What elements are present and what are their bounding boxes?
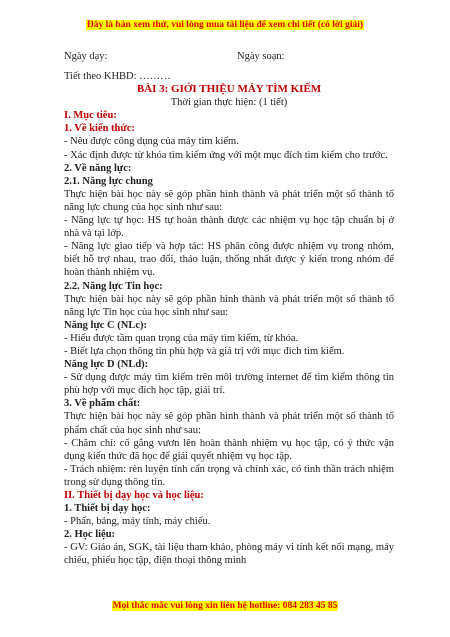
lesson-ref: Tiết theo KHBD: ……… bbox=[64, 71, 171, 82]
knowledge-item: - Nêu được công dụng của máy tìm kiếm. bbox=[64, 136, 239, 148]
paragraph: Thực hiện bài học này sẽ góp phần hình thành và phát triển một số thành tố phẩm chất của học sinh như sau: bbox=[64, 411, 394, 436]
hotline-banner: Mọi thắc mắc vui lòng xin liên hệ hotline: 084 283 45 85 bbox=[112, 601, 338, 611]
heading-teaching-equipment: 1. Thiết bị dạy học: bbox=[64, 503, 151, 515]
paragraph: - Năng lực giao tiếp và hợp tác: HS phân công được nhiệm vụ trong nhóm, biết hỗ trợ nhau, trao đổi, thảo luận, thống nhất được ý kiến trong nhóm để hoàn thành nhiệm vụ. bbox=[64, 241, 394, 279]
paragraph: - Sử dụng được máy tìm kiếm trên môi trường internet để tìm kiếm thông tin phù hợp với mục đích học tập, giải trí. bbox=[64, 372, 394, 397]
heading-qualities: 3. Về phẩm chất: bbox=[64, 398, 141, 410]
teach-date: Ngày dạy: bbox=[64, 51, 108, 62]
heading-it-competence: 2.2. Năng lực Tin học: bbox=[64, 280, 163, 292]
lesson-duration: Thời gian thực hiện: (1 tiết) bbox=[170, 97, 288, 109]
paragraph: Thực hiện bài học này sẽ góp phần hình thành và phát triển một số thành tố năng lực chung của học sinh như sau: bbox=[64, 188, 394, 213]
preview-banner: Đây là bản xem thử, vui lòng mua tài liệu để xem chi tiết (có lời giải) bbox=[86, 20, 364, 30]
lesson-plan-page bbox=[64, 50, 394, 568]
date-row bbox=[64, 50, 394, 66]
paragraph: Thực hiện bài học này sẽ góp phần hình thành và phát triển một số thành tố năng lực Tin học của học sinh như sau: bbox=[64, 293, 394, 318]
lesson-title: BÀI 3: GIỚI THIỆU MÁY TÌM KIẾM bbox=[136, 83, 322, 96]
paragraph: - Chăm chỉ: cố gắng vươn lên hoàn thành nhiệm vụ học tập, có ý thức vận dụng kiến thức đã học để giải quyết nhiệm vụ học tập. bbox=[64, 437, 394, 462]
paragraph: - Hiểu được tầm quan trọng của máy tìm kiếm, từ khóa. bbox=[64, 332, 299, 344]
paragraph: - Phấn, bảng, máy tính, máy chiếu. bbox=[64, 516, 211, 528]
heading-nld: Năng lực D (NLd): bbox=[64, 359, 149, 371]
section-equipment: II. Thiết bị dạy học và học liệu: bbox=[64, 490, 204, 501]
knowledge-item: - Xác định được từ khóa tìm kiếm ứng với một mục đích tìm kiếm cho trước. bbox=[64, 149, 388, 161]
heading-nlc: Năng lực C (NLc): bbox=[64, 319, 147, 331]
heading-competence: 2. Về năng lực: bbox=[64, 162, 132, 174]
paragraph: - Trách nhiệm: rèn luyện tính cẩn trọng và chính xác, có tinh thần trách nhiệm trong sử dụng thông tin. bbox=[64, 463, 394, 488]
paragraph: - Biết lựa chọn thông tin phù hợp và giá trị với mục đích tìm kiếm. bbox=[64, 345, 345, 357]
heading-materials: 2. Học liệu: bbox=[64, 529, 116, 541]
prep-date: Ngày soạn: bbox=[237, 51, 285, 62]
paragraph: - Năng lực tự học: HS tự hoàn thành được các nhiệm vụ học tập chuẩn bị ở nhà và tại lớp. bbox=[64, 215, 394, 240]
section-objectives: I. Mục tiêu: bbox=[64, 110, 117, 122]
heading-general-competence: 2.1. Năng lực chung bbox=[64, 175, 153, 187]
paragraph: - GV: Giáo án, SGK, tài liệu tham khảo, phòng máy vi tính kết nối mạng, máy chiếu, phiếu học tập, điện thoại thông minh bbox=[64, 542, 394, 567]
heading-knowledge: 1. Về kiến thức: bbox=[64, 123, 135, 135]
